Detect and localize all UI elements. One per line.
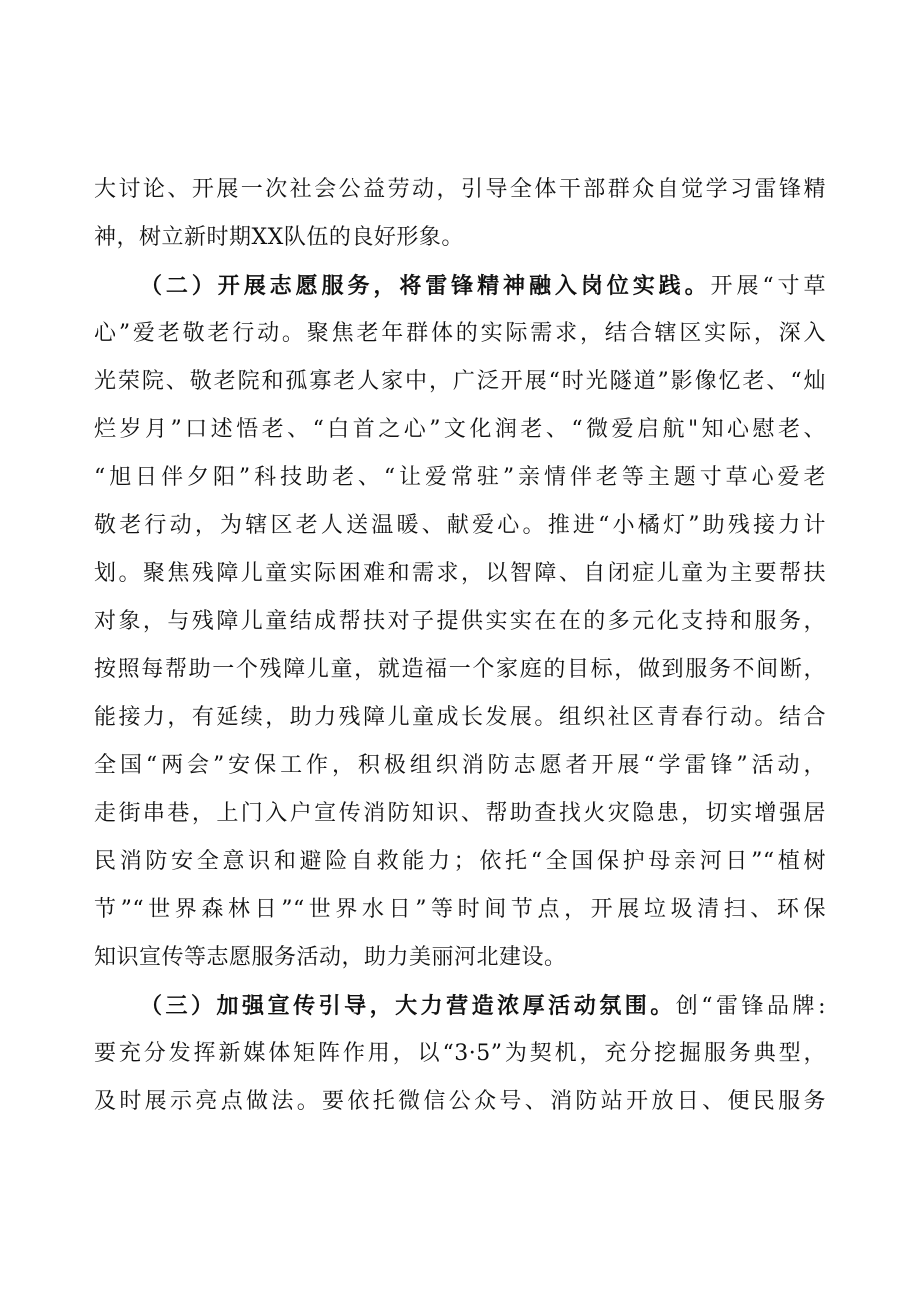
paragraph-line: 民消防安全意识和避险自救能力；依托“全国保护母亲河日”“植树 bbox=[94, 849, 826, 874]
paragraph-line: 烂岁月”口述悟老、“白首之心”文化润老、“微爱启航"知心慰老、 bbox=[94, 417, 826, 442]
paragraph-line: 神，树立新时期XX队伍的良好形象。 bbox=[94, 225, 464, 250]
paragraph-line: “旭日伴夕阳”科技助老、“让爱常驻”亲情伴老等主题寸草心爱老 bbox=[94, 465, 826, 490]
paragraph-line: 及时展示亮点做法。要依托微信公众号、消防站开放日、便民服务 bbox=[94, 1089, 826, 1114]
paragraph-line: 知识宣传等志愿服务活动，助力美丽河北建设。 bbox=[94, 945, 567, 970]
section-heading-line bbox=[140, 986, 826, 1026]
paragraph-line: 全国“两会”安保工作，积极组织消防志愿者开展“学雷锋”活动， bbox=[94, 753, 826, 778]
paragraph-line: 要充分发挥新媒体矩阵作用，以“3·5”为契机，充分挖掘服务典型， bbox=[94, 1041, 826, 1066]
paragraph-line: 节”“世界森林日”“世界水日”等时间节点，开展垃圾清扫、环保 bbox=[94, 897, 826, 922]
paragraph-line: 光荣院、敬老院和孤寡老人家中，广泛开展“时光隧道”影像忆老、“灿 bbox=[94, 369, 826, 394]
section-heading: （三）加强宣传引导，大力营造浓厚活动氛围。 bbox=[140, 993, 676, 1019]
paragraph-line: 对象，与残障儿童结成帮扶对子提供实实在在的多元化支持和服务， bbox=[94, 609, 826, 634]
section-heading-line bbox=[140, 266, 826, 306]
paragraph-line: 走街串巷，上门入户宣传消防知识、帮助查找火灾隐患，切实增强居 bbox=[94, 801, 826, 826]
paragraph-line: 敬老行动，为辖区老人送温暖、献爱心。推进“小橘灯”助残接力计 bbox=[94, 513, 826, 538]
section-heading: （二）开展志愿服务，将雷锋精神融入岗位实践。 bbox=[140, 273, 711, 299]
paragraph-line: 按照每帮助一个残障儿童，就造福一个家庭的目标，做到服务不间断， bbox=[94, 657, 826, 682]
paragraph-line: 划。聚焦残障儿童实际困难和需求，以智障、自闭症儿童为主要帮扶 bbox=[94, 561, 826, 586]
paragraph-line: 大讨论、开展一次社会公益劳动，引导全体干部群众自觉学习雷锋精 bbox=[94, 177, 826, 202]
paragraph-line: 能接力，有延续，助力残障儿童成长发展。组织社区青春行动。结合 bbox=[94, 705, 826, 730]
paragraph-line: 心”爱老敬老行动。聚焦老年群体的实际需求，结合辖区实际，深入 bbox=[94, 321, 826, 346]
paragraph-text: 创“雷锋品牌: bbox=[675, 994, 826, 1019]
paragraph-text: 开展“寸草 bbox=[710, 274, 826, 299]
